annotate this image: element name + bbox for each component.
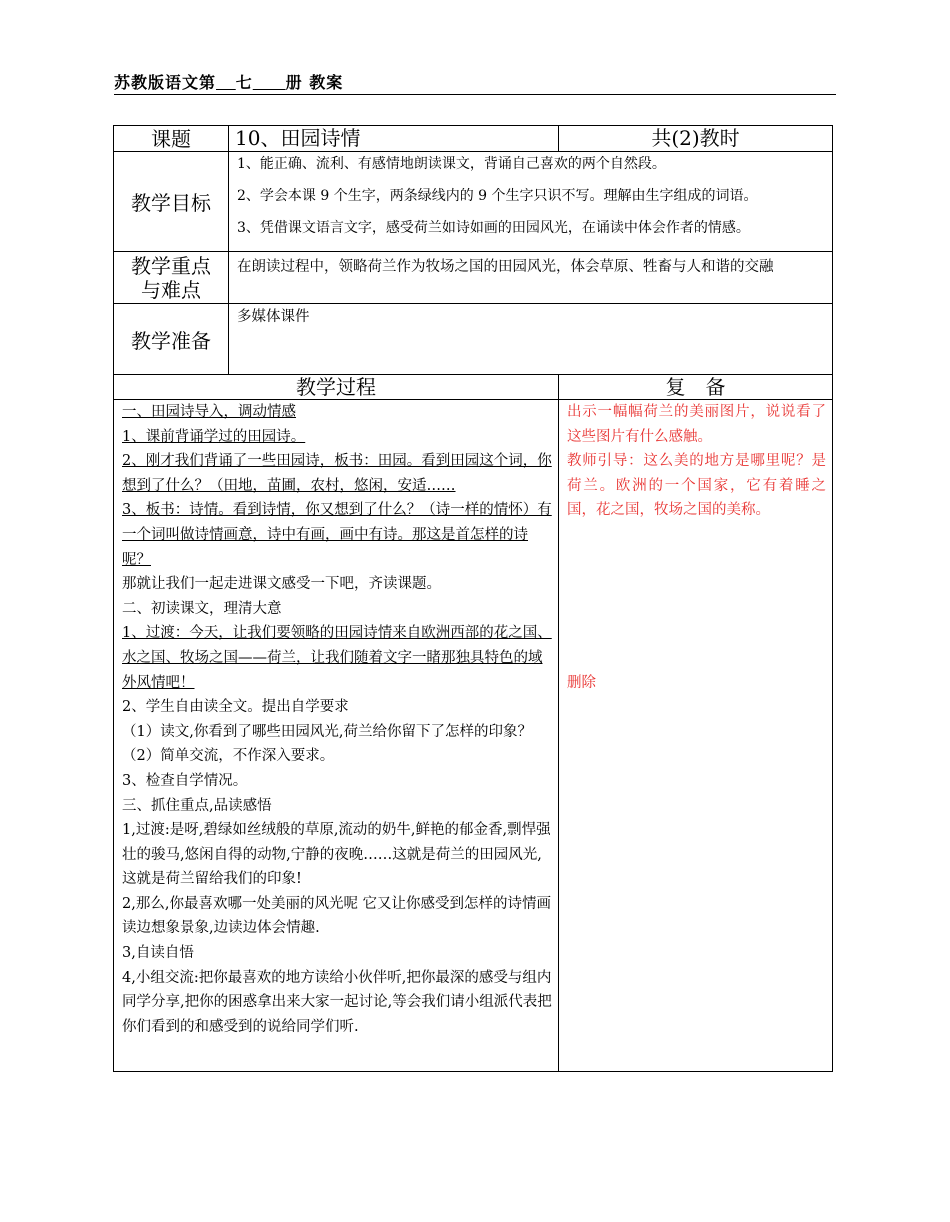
- document-header: [114, 70, 836, 95]
- process-row: [114, 400, 833, 1072]
- topic-row: [114, 126, 833, 152]
- focus-label: [114, 252, 229, 304]
- process-header-row: [114, 375, 833, 400]
- notes-heading: 复 备: [559, 375, 833, 400]
- objective-item: 2、学会本课 9 个生字，两条绿线内的 9 个生字只识不写。理解由生字组成的词语。: [237, 188, 758, 204]
- process-line: 2、学生自由读全文。提出自学要求: [122, 699, 349, 716]
- process-line: 三、抓住重点,品读感悟: [122, 797, 272, 814]
- process-line: 1,过渡:是呀,碧绿如丝绒般的草原,流动的奶牛,鲜艳的郁金香,剽悍强壮的骏马,悠闲自得的动物,宁静的夜晚……这就是荷兰的田园风光,这就是荷兰留给我们的印象!: [122, 822, 551, 888]
- process-line: 2,那么,你最喜欢哪一处美丽的风光呢 它又让你感受到怎样的诗情画读边想象景象,边读边体会情趣.: [122, 895, 552, 937]
- topic-label: 课题: [114, 126, 229, 152]
- process-line: 那就让我们一起走进课文感受一下吧，齐读课题。: [122, 576, 441, 593]
- process-heading: 教学过程: [114, 375, 559, 400]
- header-text-1: 苏教版语文第: [114, 73, 217, 92]
- process-line: 二、初读课文，理清大意: [122, 600, 282, 617]
- lesson-plan-table: [113, 125, 833, 1072]
- period-count: 共(2)教时: [559, 126, 833, 152]
- focus-label-line2: 与难点: [141, 277, 201, 302]
- process-line: 1、课前背诵学过的田园诗。: [122, 428, 306, 445]
- note-item: 出示一幅幅荷兰的美丽图片，说说看了这些图片有什么感触。: [567, 404, 826, 445]
- process-line: （2）简单交流，不作深入要求。: [122, 748, 335, 765]
- process-content: [114, 400, 559, 1072]
- process-line: 3、检查自学情况。: [122, 772, 248, 789]
- focus-row: [114, 252, 833, 304]
- process-line: （1）读文,你看到了哪些田园风光,荷兰给你留下了怎样的印象？: [122, 723, 532, 740]
- objectives-row: [114, 152, 833, 252]
- header-text-2: 册: [285, 73, 303, 92]
- focus-text: 在朗读过程中，领略荷兰作为牧场之国的田园风光，体会草原、牲畜与人和谐的交融: [229, 252, 833, 304]
- objectives-list: [229, 152, 833, 252]
- process-line: 一、田园诗导入，调动情感: [122, 404, 296, 420]
- objective-item: 1、能正确、流利、有感情地朗读课文，背诵自己喜欢的两个自然段。: [237, 156, 666, 172]
- topic-title: 10、田园诗情: [229, 126, 559, 152]
- note-item: 删除: [567, 674, 596, 691]
- note-item: 教师引导：这么美的地方是哪里呢？是荷兰。欧洲的一个国家，它有着睡之国，花之国，牧场之国的美称。: [567, 453, 826, 519]
- header-text-3: 教案: [309, 73, 344, 92]
- notes-content: [559, 400, 833, 1072]
- focus-label-line1: 教学重点: [131, 253, 211, 278]
- objective-item: 3、凭借课文语言文字，感受荷兰如诗如画的田园风光，在诵读中体会作者的情感。: [237, 220, 750, 236]
- volume-number: 七: [235, 73, 253, 92]
- process-line: 2、刚才我们背诵了一些田园诗，板书：田园。看到田园这个词，你想到了什么？（田地，苗圃，农村，悠闲，安适……: [122, 453, 552, 494]
- process-line: 3,自读自悟: [122, 945, 194, 962]
- prep-label: 教学准备: [114, 304, 229, 375]
- objectives-label: 教学目标: [114, 152, 229, 252]
- process-line: 4,小组交流:把你最喜欢的地方读给小伙伴听,把你最深的感受与组内同学分享,把你的困惑拿出来大家一起讨论,等会我们请小组派代表把你们看到的和感受到的说给同学们听.: [122, 969, 552, 1035]
- process-line: 3、板书：诗情。看到诗情，你又想到了什么？（诗一样的情怀）有一个词叫做诗情画意，诗中有画，画中有诗。那这是首怎样的诗呢？: [122, 502, 552, 568]
- prep-row: [114, 304, 833, 375]
- prep-text: 多媒体课件: [229, 304, 833, 375]
- process-line: 1、过渡：今天，让我们要领略的田园诗情来自欧洲西部的花之国、水之国、牧场之国——荷兰，让我们随着文字一睹那独具特色的域外风情吧！: [122, 625, 552, 691]
